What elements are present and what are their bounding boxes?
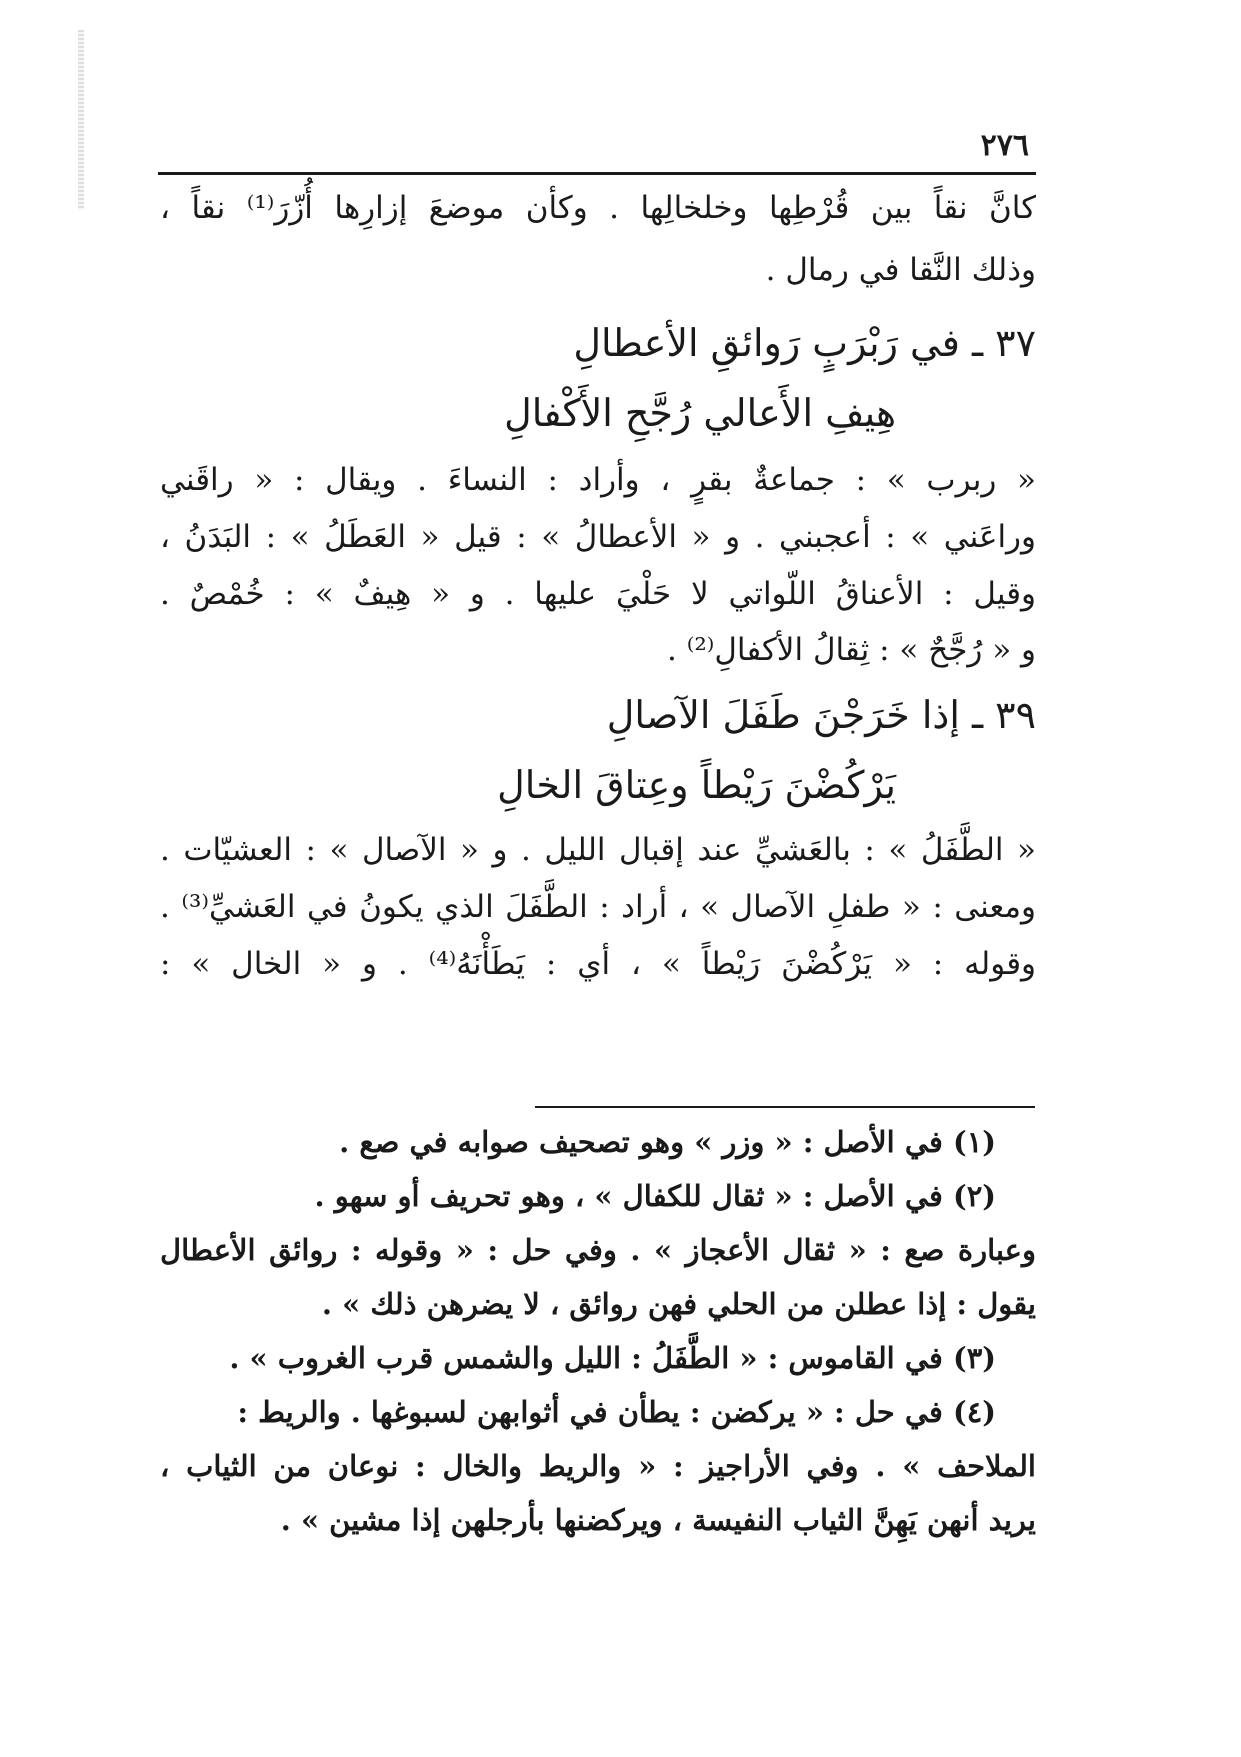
- footnote-1: (١) في الأصل : « وزر » وهو تصحيف صوابه في صع .: [339, 1125, 996, 1159]
- scan-edge-artifact: [78, 30, 84, 210]
- prose-line: كانَّ نقاً بين قُرْطِها وخلخالِها . وكأن موضعَ إزارِها أُزّرَ⁽¹⁾ نقاً ،: [160, 190, 1036, 226]
- explanation-line: « الطَّفَلُ » : بالعَشيِّ عند إقبال الليل . و « الآصال » : العشيّات .: [160, 832, 1036, 868]
- verse-39-line-2: يَرْكُضْنَ رَيْطاً وعِتاقَ الخالِ: [497, 763, 896, 807]
- verse-39-line-1: ٣٩ ـ إذا خَرَجْنَ طَفَلَ الآصالِ: [606, 693, 1036, 737]
- explanation-line: « ربرب » : جماعةٌ بقرٍ ، وأراد : النساءَ . ويقال : « راقَني: [160, 462, 1036, 498]
- page-number: ٢٧٦: [980, 128, 1029, 163]
- verse-37-line-2: هِيفِ الأَعالي رُجَّحِ الأَكْفالِ: [504, 391, 896, 435]
- footnote-3: (٣) في القاموس : « الطَّفَلُ : الليل والشمس قرب الغروب » .: [229, 1341, 996, 1375]
- prose-line: وذلك النَّقا في رمال .: [765, 252, 1036, 288]
- footnote-2: (٢) في الأصل : « ثقال للكفال » ، وهو تحريف أو سهو .: [314, 1179, 996, 1213]
- explanation-line: وقوله : « يَرْكُضْنَ رَيْطاً » ، أي : يَطَأْنَهُ⁽⁴⁾ . و « الخال » :: [160, 946, 1036, 982]
- header-rule: [158, 172, 1036, 175]
- footnote-4: (٤) في حل : « يركضن : يطأن في أثوابهن لسبوغها . والريط :: [237, 1395, 996, 1429]
- explanation-line: وقيل : الأعناقُ اللّواتي لا حَلْيَ عليها . و « هِيفٌ » : خُمْصٌ .: [160, 576, 1036, 612]
- footnote-4-continued: الملاحف » . وفي الأراجيز : « والريط والخال : نوعان من الثياب ،: [160, 1449, 1036, 1483]
- verse-37-line-1: ٣٧ ـ في رَبْرَبٍ رَوائقِ الأعطالِ: [573, 321, 1036, 365]
- footnote-rule: [535, 1106, 1035, 1108]
- footnote-4-continued: يريد أنهن يَهِنَّ الثياب النفيسة ، ويركضنها بأرجلهن إذا مشين » .: [280, 1503, 1036, 1537]
- footnote-2-continued: يقول : إذا عطلن من الحلي فهن روائق ، لا يضرهن ذلك » .: [321, 1287, 1036, 1321]
- explanation-line: وراعَني » : أعجبني . و « الأعطالُ » : قيل « العَطَلُ » : البَدَنُ ،: [160, 519, 1036, 555]
- explanation-line: ومعنى : « طفلِ الآصال » ، أراد : الطَّفَلَ الذي يكونُ في العَشيِّ⁽³⁾ .: [160, 889, 1036, 925]
- explanation-line: و « رُجَّحٌ » : ثِقالُ الأكفالِ⁽²⁾ .: [667, 632, 1036, 668]
- footnote-2-continued: وعبارة صع : « ثقال الأعجاز » . وفي حل : « وقوله : روائق الأعطال: [160, 1233, 1036, 1267]
